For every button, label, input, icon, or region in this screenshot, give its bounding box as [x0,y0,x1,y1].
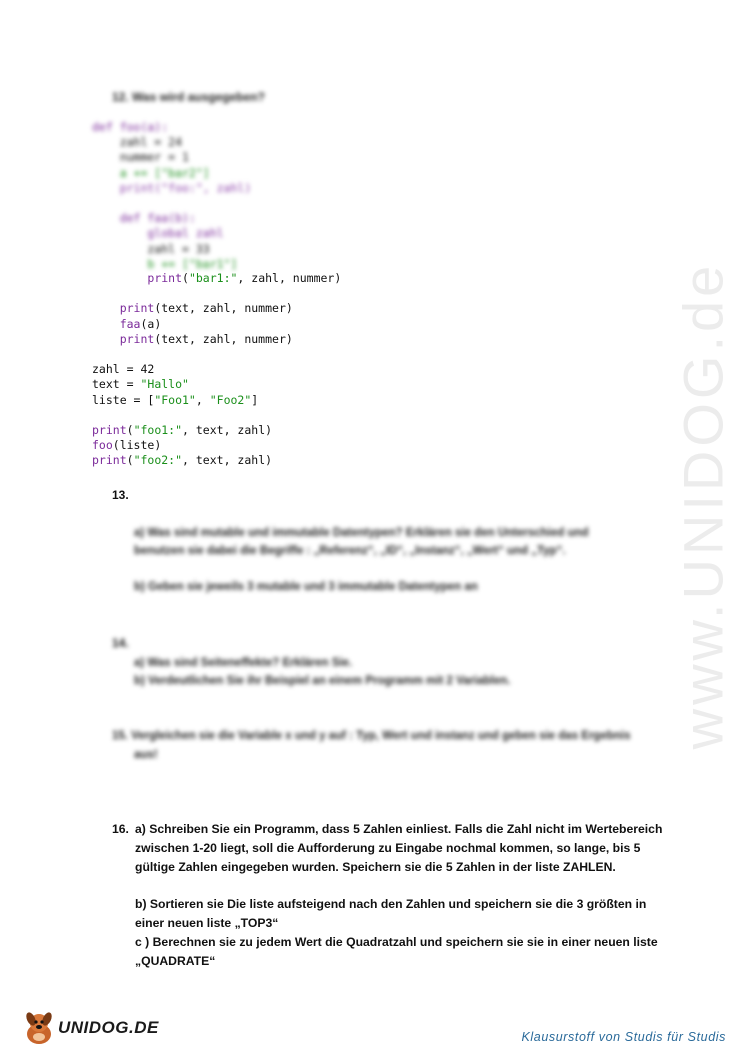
code-line: print(text, zahl, nummer) [119,301,293,316]
question-14a: a) Was sind Seiteneffekte? Erklären Sie. [134,657,353,669]
watermark [648,261,750,749]
logo-text: UNIDOG.DE [58,1018,159,1037]
question-16b-line: b) Sortieren sie Die liste aufsteigend nach den Zahlen und speichern sie die 3 größten in [135,897,647,911]
code-line: zahl = 33 [92,241,210,256]
code-line: nummer = 1 [92,150,189,165]
question-15-line2: aus! [134,749,158,761]
code-line: print(text, zahl, nummer) [119,331,293,346]
question-13a-line2: benutzen sie dabei die Begriffe : „Referenz“, „ID“, „Instanz“, „Wert“ und „Typ“. [134,545,566,557]
code-line: a += ["bar2"] [92,165,210,180]
question-16bc [112,895,672,971]
question-15-line1: 15. Vergleichen sie die Variable x und y auf : Typ, Wert und instanz und geben sie das Ergebnis [112,730,631,742]
code-line: text = "Hallo" [92,377,189,392]
code-block-blurred [92,120,251,272]
question-13-number: 13. [112,488,129,502]
footer-tagline: Klausurstoff von Studis für Studis [521,1030,726,1044]
question-16c-line: c ) Berechnen sie zu jedem Wert die Quadratzahl und speichern sie sie in einer neuen liste [135,935,658,949]
code-line: zahl = 24 [92,135,183,150]
question-13a-line1: a) Was sind mutable und immutable Datentypen? Erklären sie den Unterschied und [134,527,589,539]
unidog-logo [22,1008,159,1048]
code-line: foo(liste) [92,438,162,453]
question-12-title: 12. Was wird ausgegeben? [112,90,265,104]
code-line: liste = ["Foo1", "Foo2"] [92,392,259,407]
code-line: def faa(b): [92,211,196,226]
code-block [92,271,341,469]
code-line: global zahl [92,226,224,241]
code-line: print("bar1:", zahl, nummer) [147,271,342,285]
question-16b-line: einer neuen liste „TOP3“ [135,916,279,930]
question-14-number: 14. [112,636,129,650]
watermark-text: www.UNIDOG.de [671,261,735,749]
question-16a-line: zwischen 1-20 liegt, soll die Aufforderung zu Eingabe nochmal kommen, so lange, bis 5 [135,841,641,855]
question-16c-line: „QUADRATE“ [135,954,216,968]
code-line: zahl = 42 [92,362,155,377]
dog-mascot-icon [22,1010,56,1046]
code-line: b += ["bar1"] [92,256,238,271]
question-14b: b) Verdeutlichen Sie ihr Beispiel an einem Programm mit 2 Variablen. [134,675,511,687]
code-line: print("foo2:", text, zahl) [92,453,273,468]
question-16a-line: a) Schreiben Sie ein Programm, dass 5 Zahlen einliest. Falls die Zahl nicht im Wertebereich [135,822,663,836]
question-16-number: 16. [112,822,129,836]
code-line: def foo(a): [92,120,169,134]
question-16a-line: gültige Zahlen eingegeben wurden. Speichern sie die 5 Zahlen in der liste ZAHLEN. [135,860,616,874]
question-13b: b) Geben sie jeweils 3 mutable und 3 immutable Datentypen an [134,581,478,593]
question-16a [112,820,672,877]
code-line: print("foo1:", text, zahl) [92,423,273,438]
code-line: faa(a) [119,316,162,331]
question-16 [112,820,672,971]
code-line: print("foo:", zahl) [92,180,252,195]
